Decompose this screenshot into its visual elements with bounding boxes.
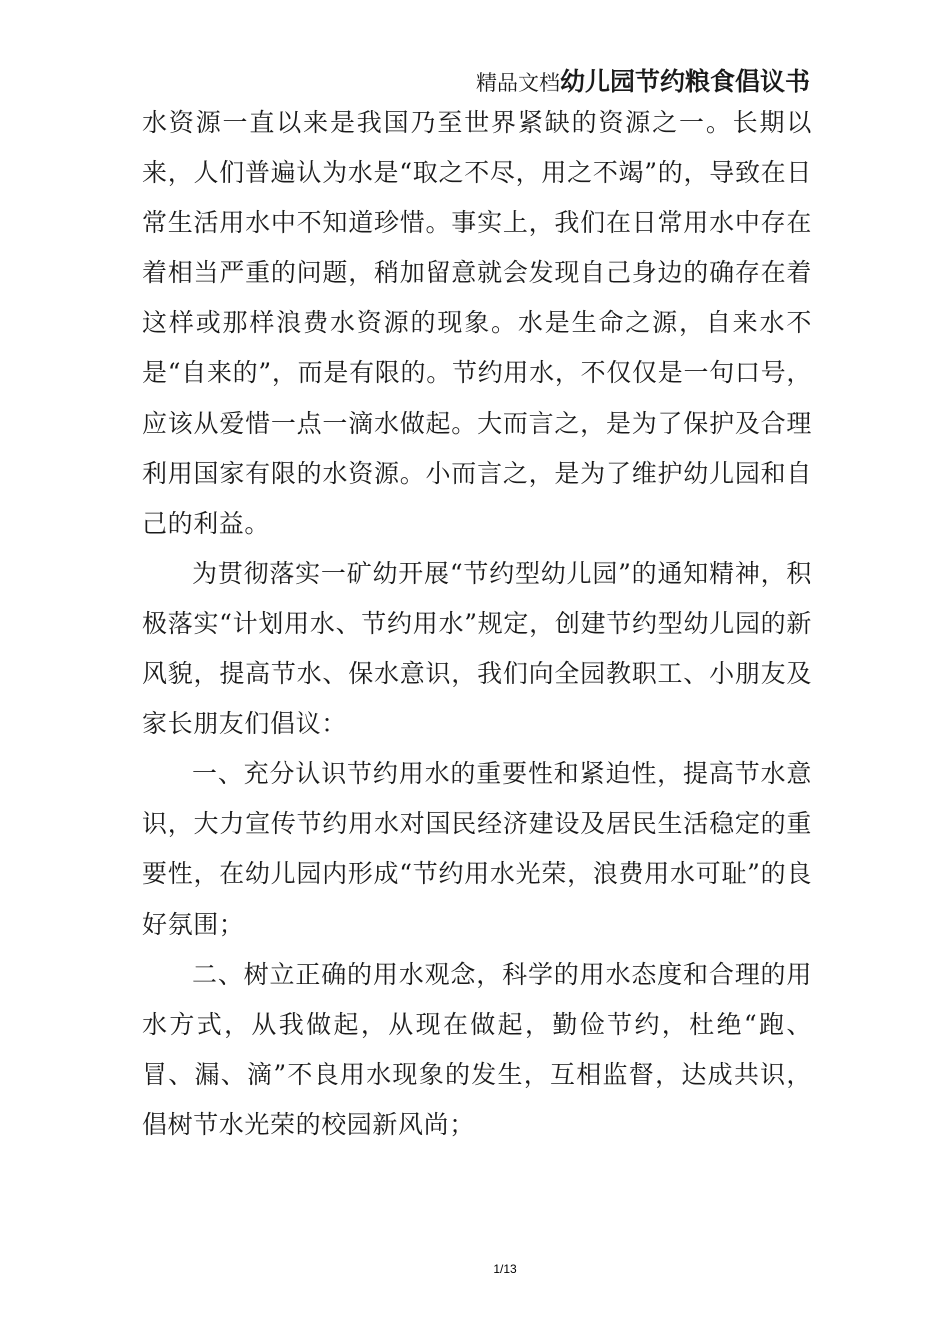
page-header — [0, 62, 950, 98]
paragraph-item-1: 一、充分认识节约用水的重要性和紧迫性，提高节水意识，大力宣传节约用水对国民经济建设及居民生活稳定的重要性，在幼儿园内形成“节约用水光荣，浪费用水可耻”的良好氛围； — [142, 759, 812, 939]
header-tag: 精品文档 — [475, 71, 560, 95]
paragraph-intro: 水资源一直以来是我国乃至世界紧缺的资源之一。长期以来，人们普遍认为水是“取之不尽，用之不竭”的，导致在日常生活用水中不知道珍惜。事实上，我们在日常用水中存在着相当严重的问题，稍加留意就会发现自己身边的确存在着这样或那样浪费水资源的现象。水是生命之源，自来水不是“自来的”，而是有限的。节约用水，不仅仅是一句口号，应该从爱惜一点一滴水做起。大而言之，是为了保护及合理利用国家有限的水资源。小而言之，是为了维护幼儿园和自己的利益。 — [142, 108, 812, 538]
page-number: 1/13 — [493, 1262, 517, 1276]
paragraph-proposal: 为贯彻落实一矿幼开展“节约型幼儿园”的通知精神，积极落实“计划用水、节约用水”规定，创建节约型幼儿园的新风貌，提高节水、保水意识，我们向全园教职工、小朋友及家长朋友们倡议： — [142, 558, 812, 739]
document-title: 幼儿园节约粮食倡议书 — [559, 67, 810, 96]
document-body — [142, 98, 812, 1150]
paragraph-item-2: 二、树立正确的用水观念，科学的用水态度和合理的用水方式，从我做起，从现在做起，勤俭节约，杜绝“跑、冒、漏、滴”不良用水现象的发生，互相监督，达成共识，倡树节水光荣的校园新风尚； — [142, 959, 812, 1139]
